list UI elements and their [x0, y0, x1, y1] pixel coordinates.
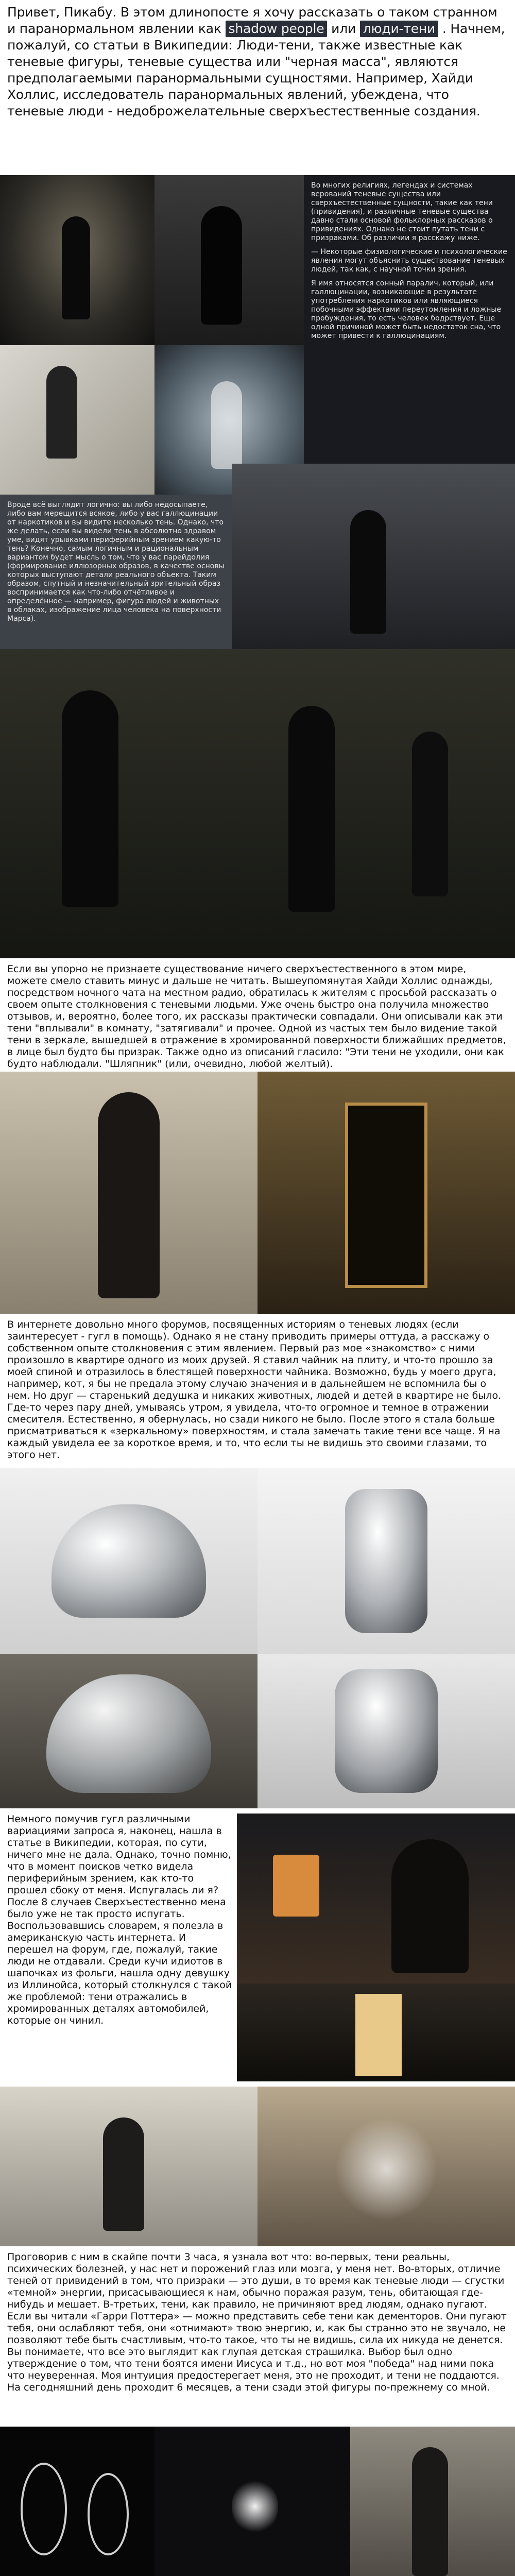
- internet-p: В интернете довольно много форумов, посвященных историям о теневых людях (если заинтересует - гугл в помощь). Однако я не стану приводить примеры оттуда, а расскажу о собственном опыте столкновения с этим явлением. Первый раз мое «знакомство» с ними произошло в квартире одного из моих друзей. Я ставил чайник на плиту, и что-то прошло за моей спиной и отразилось в блестящей поверхности чайника. Возможно, будь у моего друга, например, кот, я бы не предала этому случаю значения и в дальнейшем не вспомнила бы о нем. Но друг — старенький дедушка и никаких животных, людей и детей в квартире не было. Где-то через пару дней, умываясь утром, я увидела, что-то огромное и темное в отражении смесителя. Естественно, я обернулась, но сзади никого не было. После этого я стала больше присматриваться к «зеркальному» поверхностям, и стала замечать такие тени все чаще. Я на каждый увидела ее за короткое время, и то, что если ты не видишь это своими глазами, то этого нет.: [7, 1319, 502, 1461]
- photo-shadow-person: [0, 1072, 258, 1314]
- photo-sketch-bedroom: [0, 345, 154, 495]
- photo-doorway-light: [237, 1984, 515, 2081]
- text-col-left-dark: [0, 495, 232, 649]
- believe-p: Если вы упорно не признаете существование ничего сверхъестественного в этом мире, можете смело ставить минус и дальше не читать. Вышеупомянутая Хайди Холлис однажды, посредством ночного чата на местном радио, обратилась к жителям с просьбой рассказать о своем опыте столкновения с теневыми людьми. Уже очень быстро она получила множество отзывов, и, вероятно, более того, их рассказы практически совпадали. Они описывали как эти тени "вплывали" в комнату, "затягивали" и прочее. Одной из частых тем было видение такой тени в зеркале, вышедшей в отражение в хромированной поверхности ближайших предметов, в лице был будто бы призрак. Также одно из описаний гласило: "Эти тени не уходили, они как будто наблюдали. "Шляпник" (или, очевидно, любой желтый).: [7, 963, 506, 1070]
- photo-faucet-close: [258, 1654, 515, 1808]
- photo-anime-girl: [237, 1814, 515, 1984]
- intro-part2: . Начнем, пожалуй, со статьи в Википедии: Люди-тени, также известные как теневые фигуры, теневые существа или "черная масса", являются предполагаемыми паранормальными сущностями. Например, Хайди Холлис, исследователь паранормальных явлений, убеждена, что теневые люди - недоброжелательные сверхъестественные создания.: [7, 21, 505, 118]
- tag-shadow-people: shadow people: [226, 21, 328, 37]
- text-col-right: [304, 175, 515, 464]
- photo-night-window: [154, 2427, 350, 2576]
- photo-bedroom-orb: [258, 2087, 515, 2246]
- intro-or: или: [331, 21, 356, 36]
- believe-text: [7, 963, 508, 1072]
- photo-kettle: [0, 1468, 258, 1654]
- tag-shadow-men: люди-тени: [360, 21, 438, 37]
- skype-text: [7, 2251, 508, 2421]
- photo-hallway-wide: [0, 649, 515, 958]
- photo-dark-door: [258, 1072, 515, 1314]
- skype-p: Проговорив с ним в скайпе почти 3 часа, я узнала вот что: во-первых, тени реальны, психических болезней, у нас нет и порожений глаз или мозга, у меня нет. Во-вторых, отличие теней от привидений в том, что призраки — это души, в то время как теневые люди — сгустки «темной» энергии, присасывающиеся к нам, обычно поражая разум, тень, обитающая где-нибудь и мешает. В-третьих, тени, как правило, не причиняют вред людям, однако пугают. Если вы читали «Гарри Поттера» — можно представить себе тени как дементоров. Они пугают тебя, они ослабляют тебя, они «отнимают» твою энергию, и, как бы странно это не звучало, не позволяют тебе быть счастливым, что-то такое, что ты не видишь, сила их никуда не денется. Вы понимаете, что все это выглядит как глупая детская страшилка. Выбор был одно утверждение о том, что тени боятся имени Иисуса и т.д., но вот моя "победа" над ними пока что неуверенная. Моя интуиция предостерегает меня, это не проходит, и тени не поддаются. На сегодняшний день проходит 6 месяцев, а тени сзади этой фигуры по-прежнему со мной.: [7, 2251, 507, 2393]
- photo-corridor-figure: [232, 464, 515, 649]
- photo-kettle-chrome: [0, 1654, 258, 1808]
- photo-figure-lit: [350, 2427, 515, 2576]
- intro-text: [7, 4, 508, 174]
- photo-dark-room: [154, 175, 304, 345]
- col-right-p1: Во многих религиях, легендах и системах верований теневые существа или сверхъестественные сущности, такие как тени (привидения), и различные теневые существа давно стали основой фольклорных рассказов о привидениях. Однако не стоит путать тени с призраками. Об различии я расскажу ниже.: [311, 181, 493, 242]
- photo-faucet: [258, 1468, 515, 1654]
- photo-girl-corridor: [0, 175, 154, 345]
- photo-dark-circles: [0, 2427, 154, 2576]
- col-left-dark-p: Вроде всё выглядит логично: вы либо недосыпаете, либо вам мерещится всякое, либо у вас галлюцинации от наркотиков и вы видите несколько тень. Однако, что же делать, если вы видели тень в абсолютно здравом уме, видят урывками периферийным зрением какую-то тень? Конечно, самым логичным и рациональным вариантом будет мысль о том, что у вас парейдолия (формирование иллюзорных образов, в качестве основы которых выступают детали реального объекта. Таким образом, спутный и незначительный зрительный образ воспринимается как что-либо отчётливое и определённое — например, фигура людей и животных в облаках, изображение лица человека на поверхности Марса).: [7, 501, 225, 623]
- col-right-p2: — Некоторые физиологические и психологические явления могут объяснить существование теневых людей, так как, с научной точки зрения.: [311, 248, 507, 274]
- intro-part1: Привет, Пикабу. В этом длинопосте я хочу рассказать о таком странном и паранормальном явлении как: [7, 5, 497, 36]
- google-text: [7, 1814, 234, 2081]
- col-right-p3: Я имя относятся сонный паралич, который, или галлюцинации, возникающие в результате употребления наркотиков или являющиеся побочными эффектами переутомления и ложные пробуждения, то есть человек бодрствует. Еще одной причиной может быть недостаток сна, что может привести к галлюцинациям.: [311, 279, 502, 340]
- google-p: Немного помучив гугл различными вариациями запроса я, наконец, нашла в статье в Википедии, которая, по сути, ничего мне не дала. Однако, точно помню, что в момент поисков четко видела периферийным зрением, как кто-то прошел сбоку от меня. Испугалась ли я? После 8 случаев Сверхъестественно мена было уже не так просто испугать. Воспользовавшись словарем, я полезла в американскую часть интернета. И перешел на форум, где, пожалуй, такие люди не отдавали. Среди кучи идиотов в шапочках из фольги, нашла одну девушку из Иллинойса, который столкнулся с такой же проблемой: тени отражались в хромированных деталях автомобилей, которые он чинил.: [7, 1814, 232, 2026]
- photo-street-fog: [0, 2087, 258, 2246]
- internet-text: [7, 1319, 508, 1463]
